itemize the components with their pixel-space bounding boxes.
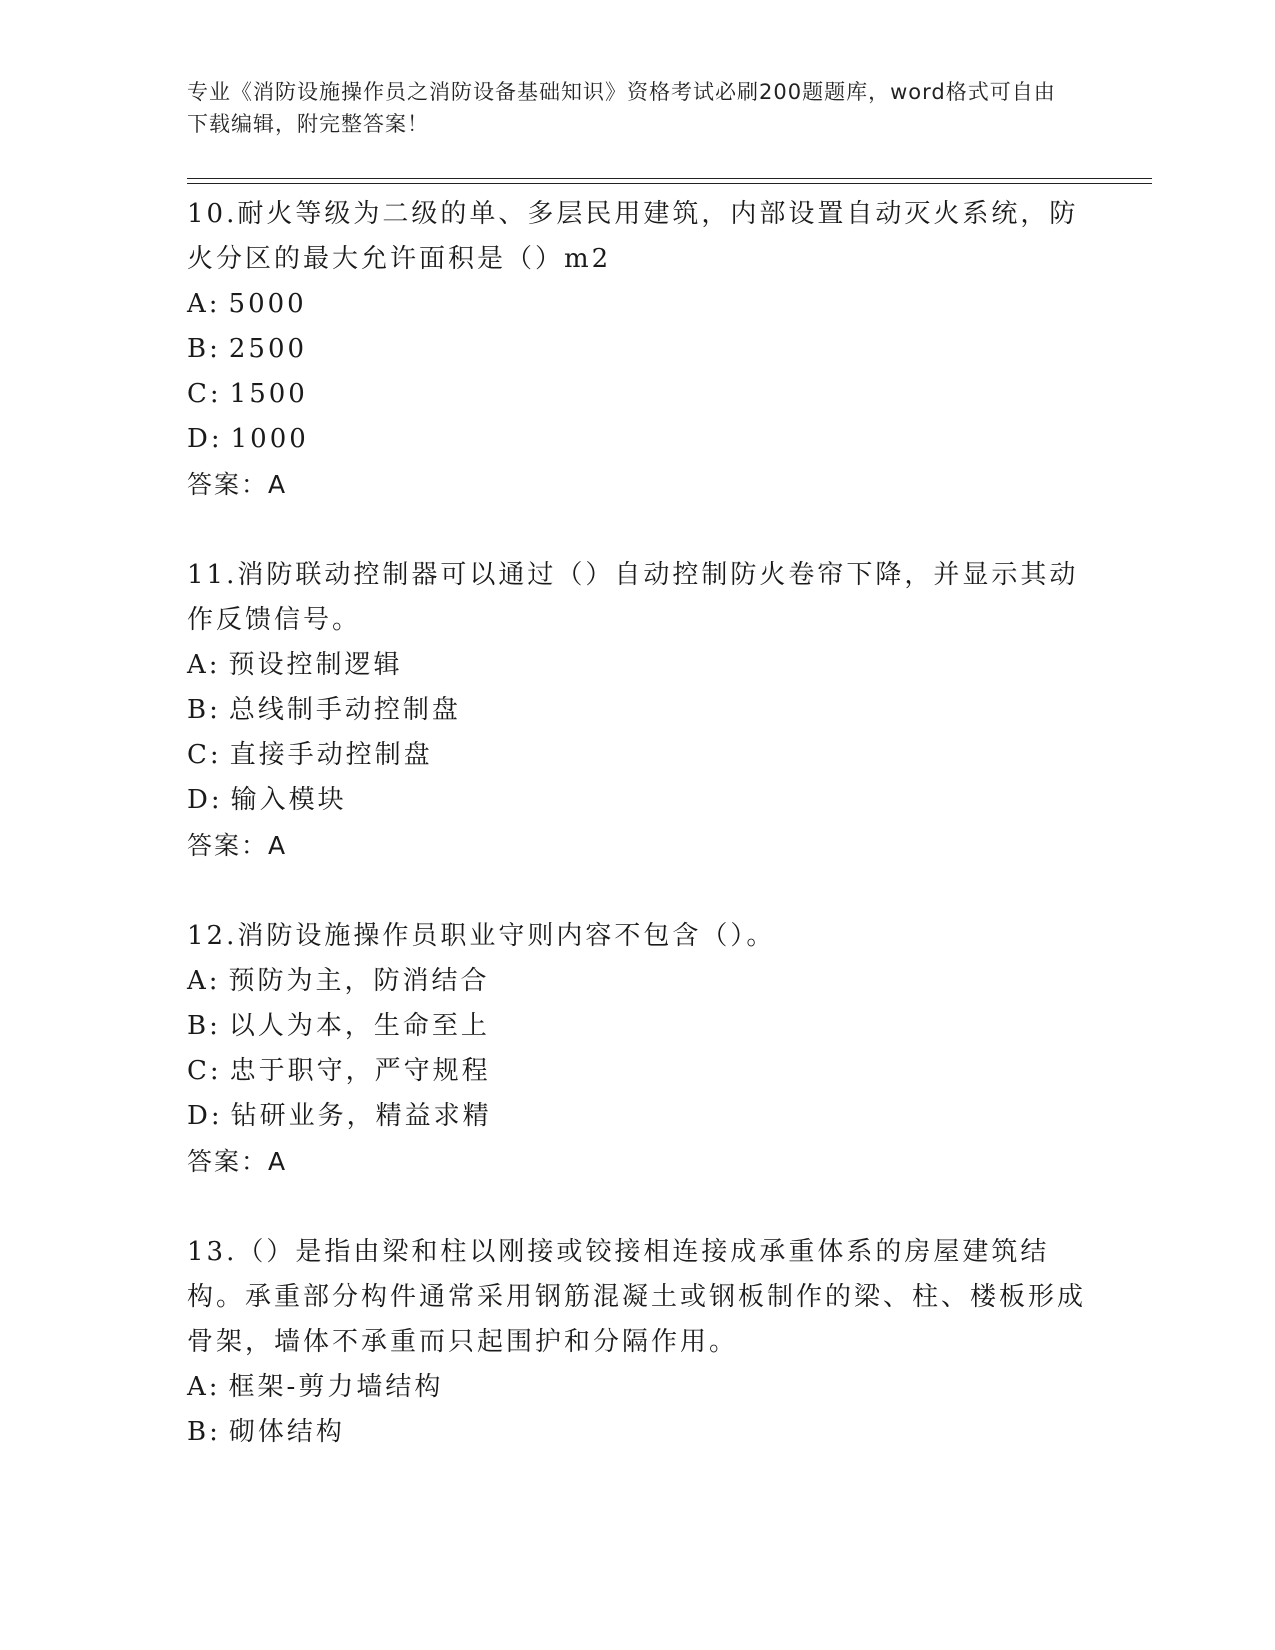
question-stem: 11.消防联动控制器可以通过（）自动控制防火卷帘下降，并显示其动作反馈信号。: [187, 560, 1079, 635]
option-key: A:: [187, 966, 221, 996]
answer-line: 答案：A: [187, 1147, 288, 1176]
option-text: 钻研业务，精益求精: [230, 1101, 492, 1131]
question-list: [187, 192, 1087, 1455]
question-12: [187, 914, 1087, 1184]
header-divider-top: [187, 178, 1152, 179]
option-text: 1000: [230, 424, 309, 454]
question-spacer: [187, 1184, 1087, 1230]
option-d: [187, 778, 1087, 823]
answer-line: 答案：A: [187, 470, 288, 499]
option-key: D:: [187, 424, 223, 454]
answer-line: 答案：A: [187, 831, 288, 860]
question-stem: 12.消防设施操作员职业守则内容不包含（）。: [187, 921, 776, 951]
option-key: D:: [187, 1101, 223, 1131]
option-a: [187, 643, 1087, 688]
option-key: A:: [187, 1372, 221, 1402]
option-b: [187, 1410, 1087, 1455]
question-13: [187, 1230, 1087, 1455]
option-text: 5000: [228, 289, 307, 319]
option-a: [187, 959, 1087, 1004]
option-c: [187, 372, 1087, 417]
option-c: [187, 1049, 1087, 1094]
option-text: 预防为主，防消结合: [228, 966, 490, 996]
option-key: A:: [187, 289, 221, 319]
header-divider-bottom: [187, 183, 1152, 184]
option-key: B:: [187, 695, 221, 725]
option-key: D:: [187, 785, 223, 815]
option-text: 框架-剪力墙结构: [228, 1372, 444, 1402]
option-key: C:: [187, 379, 222, 409]
question-spacer: [187, 868, 1087, 914]
option-key: C:: [187, 1056, 222, 1086]
document-header: 专业《消防设施操作员之消防设备基础知识》资格考试必刷200题题库，word格式可自由下载编辑，附完整答案！: [187, 80, 1056, 136]
question-stem: 13.（）是指由梁和柱以刚接或铰接相连接成承重体系的房屋建筑结构。承重部分构件通常采用钢筋混凝土或钢板制作的梁、柱、楼板形成骨架，墙体不承重而只起围护和分隔作用。: [187, 1237, 1087, 1357]
option-text: 以人为本，生命至上: [228, 1011, 490, 1041]
option-b: [187, 1004, 1087, 1049]
option-b: [187, 688, 1087, 733]
option-key: B:: [187, 1011, 221, 1041]
option-text: 2500: [228, 334, 308, 364]
option-key: C:: [187, 740, 222, 770]
option-key: B:: [187, 1417, 221, 1447]
question-10: [187, 192, 1087, 507]
option-text: 预设控制逻辑: [228, 650, 403, 680]
option-key: B:: [187, 334, 221, 364]
question-stem: 10.耐火等级为二级的单、多层民用建筑，内部设置自动灭火系统，防火分区的最大允许面积是（）m2: [187, 199, 1079, 274]
option-text: 直接手动控制盘: [229, 740, 433, 770]
option-d: [187, 1094, 1087, 1139]
option-key: A:: [187, 650, 221, 680]
option-c: [187, 733, 1087, 778]
option-text: 砌体结构: [228, 1417, 345, 1447]
option-d: [187, 417, 1087, 462]
option-text: 输入模块: [230, 785, 347, 815]
question-spacer: [187, 507, 1087, 553]
option-b: [187, 327, 1087, 372]
option-a: [187, 282, 1087, 327]
option-text: 忠于职守，严守规程: [229, 1056, 491, 1086]
option-a: [187, 1365, 1087, 1410]
option-text: 1500: [229, 379, 308, 409]
option-text: 总线制手动控制盘: [228, 695, 461, 725]
question-11: [187, 553, 1087, 868]
